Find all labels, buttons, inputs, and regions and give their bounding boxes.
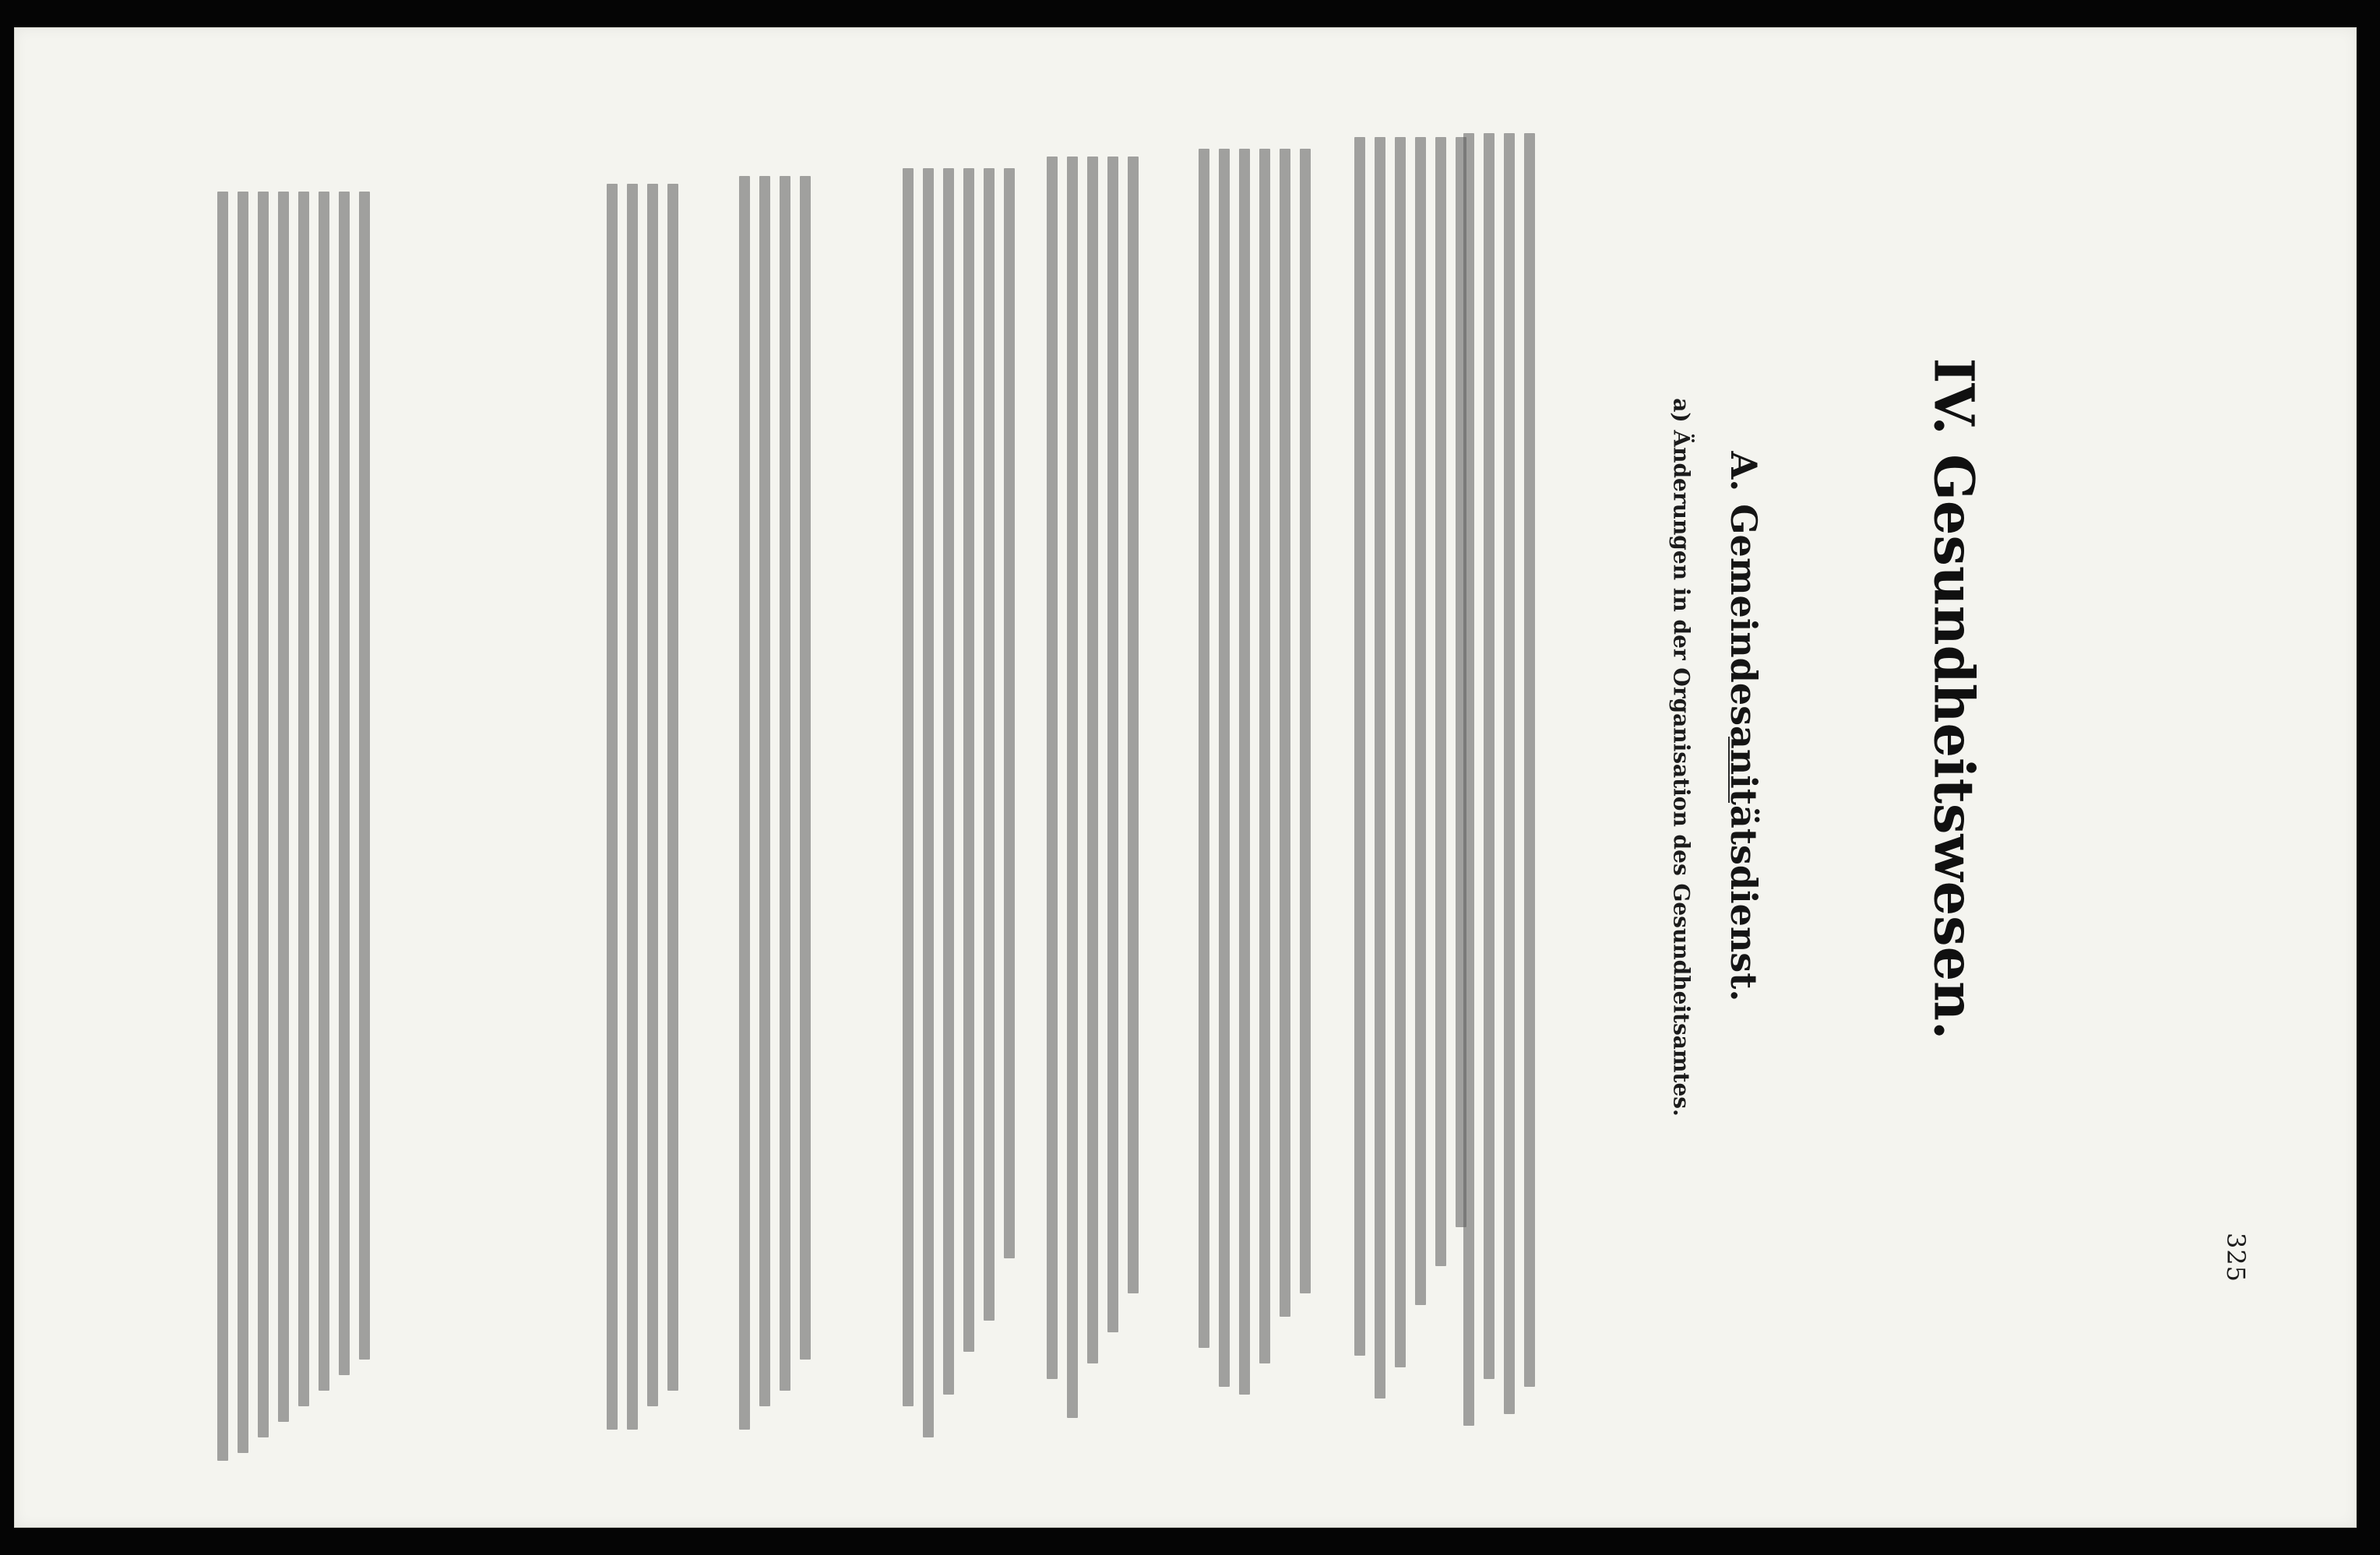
text-line xyxy=(298,192,309,1406)
text-line xyxy=(1354,137,1365,1356)
section-title: A. Gemeindesanitätsdienst. xyxy=(1723,451,1765,1002)
text-line xyxy=(1504,133,1515,1414)
text-line xyxy=(984,168,995,1321)
text-line xyxy=(1484,133,1495,1379)
text-line xyxy=(1107,157,1118,1332)
body-paragraph-7 xyxy=(607,184,678,1430)
main-title: IV. Gesundheitswesen. xyxy=(1921,357,1987,1040)
body-paragraph-6 xyxy=(739,176,811,1430)
text-line xyxy=(1415,137,1426,1305)
text-line xyxy=(1280,149,1290,1317)
text-line xyxy=(238,192,248,1453)
text-line xyxy=(1004,168,1015,1258)
text-line xyxy=(1395,137,1406,1367)
text-line xyxy=(739,176,750,1430)
subsection-title: a) Änderungen in der Organisation des Gesundheitsamtes. xyxy=(1668,398,1695,1117)
text-line xyxy=(1259,149,1270,1363)
text-line xyxy=(903,168,914,1406)
text-line xyxy=(1067,157,1078,1418)
text-line xyxy=(1047,157,1058,1379)
text-line xyxy=(339,192,350,1375)
text-line xyxy=(359,192,370,1360)
text-line xyxy=(1087,157,1098,1363)
text-line xyxy=(647,184,658,1406)
body-paragraph-2 xyxy=(1354,137,1466,1398)
text-line xyxy=(1219,149,1230,1387)
body-paragraph-8 xyxy=(217,192,370,1461)
text-line xyxy=(1456,137,1466,1227)
text-line xyxy=(963,168,974,1352)
text-line xyxy=(1128,157,1139,1293)
text-line xyxy=(1524,133,1535,1387)
body-paragraph-1 xyxy=(1463,133,1535,1426)
page-number: 325 xyxy=(2221,1232,2251,1283)
text-line xyxy=(1375,137,1385,1398)
text-line xyxy=(627,184,638,1430)
text-line xyxy=(607,184,618,1430)
text-line xyxy=(800,176,811,1360)
text-line xyxy=(1435,137,1446,1266)
body-paragraph-4 xyxy=(1047,157,1139,1418)
body-paragraph-3 xyxy=(1199,149,1311,1395)
text-line xyxy=(1239,149,1250,1395)
text-line xyxy=(943,168,954,1395)
text-line xyxy=(1199,149,1209,1348)
text-line xyxy=(759,176,770,1406)
body-paragraph-5 xyxy=(903,168,1015,1437)
text-line xyxy=(780,176,790,1391)
text-line xyxy=(923,168,934,1437)
text-line xyxy=(278,192,289,1422)
text-line xyxy=(319,192,329,1391)
text-line xyxy=(258,192,269,1437)
document-page xyxy=(14,27,2357,1528)
text-line xyxy=(1300,149,1311,1293)
text-line xyxy=(217,192,228,1461)
text-line xyxy=(667,184,678,1391)
